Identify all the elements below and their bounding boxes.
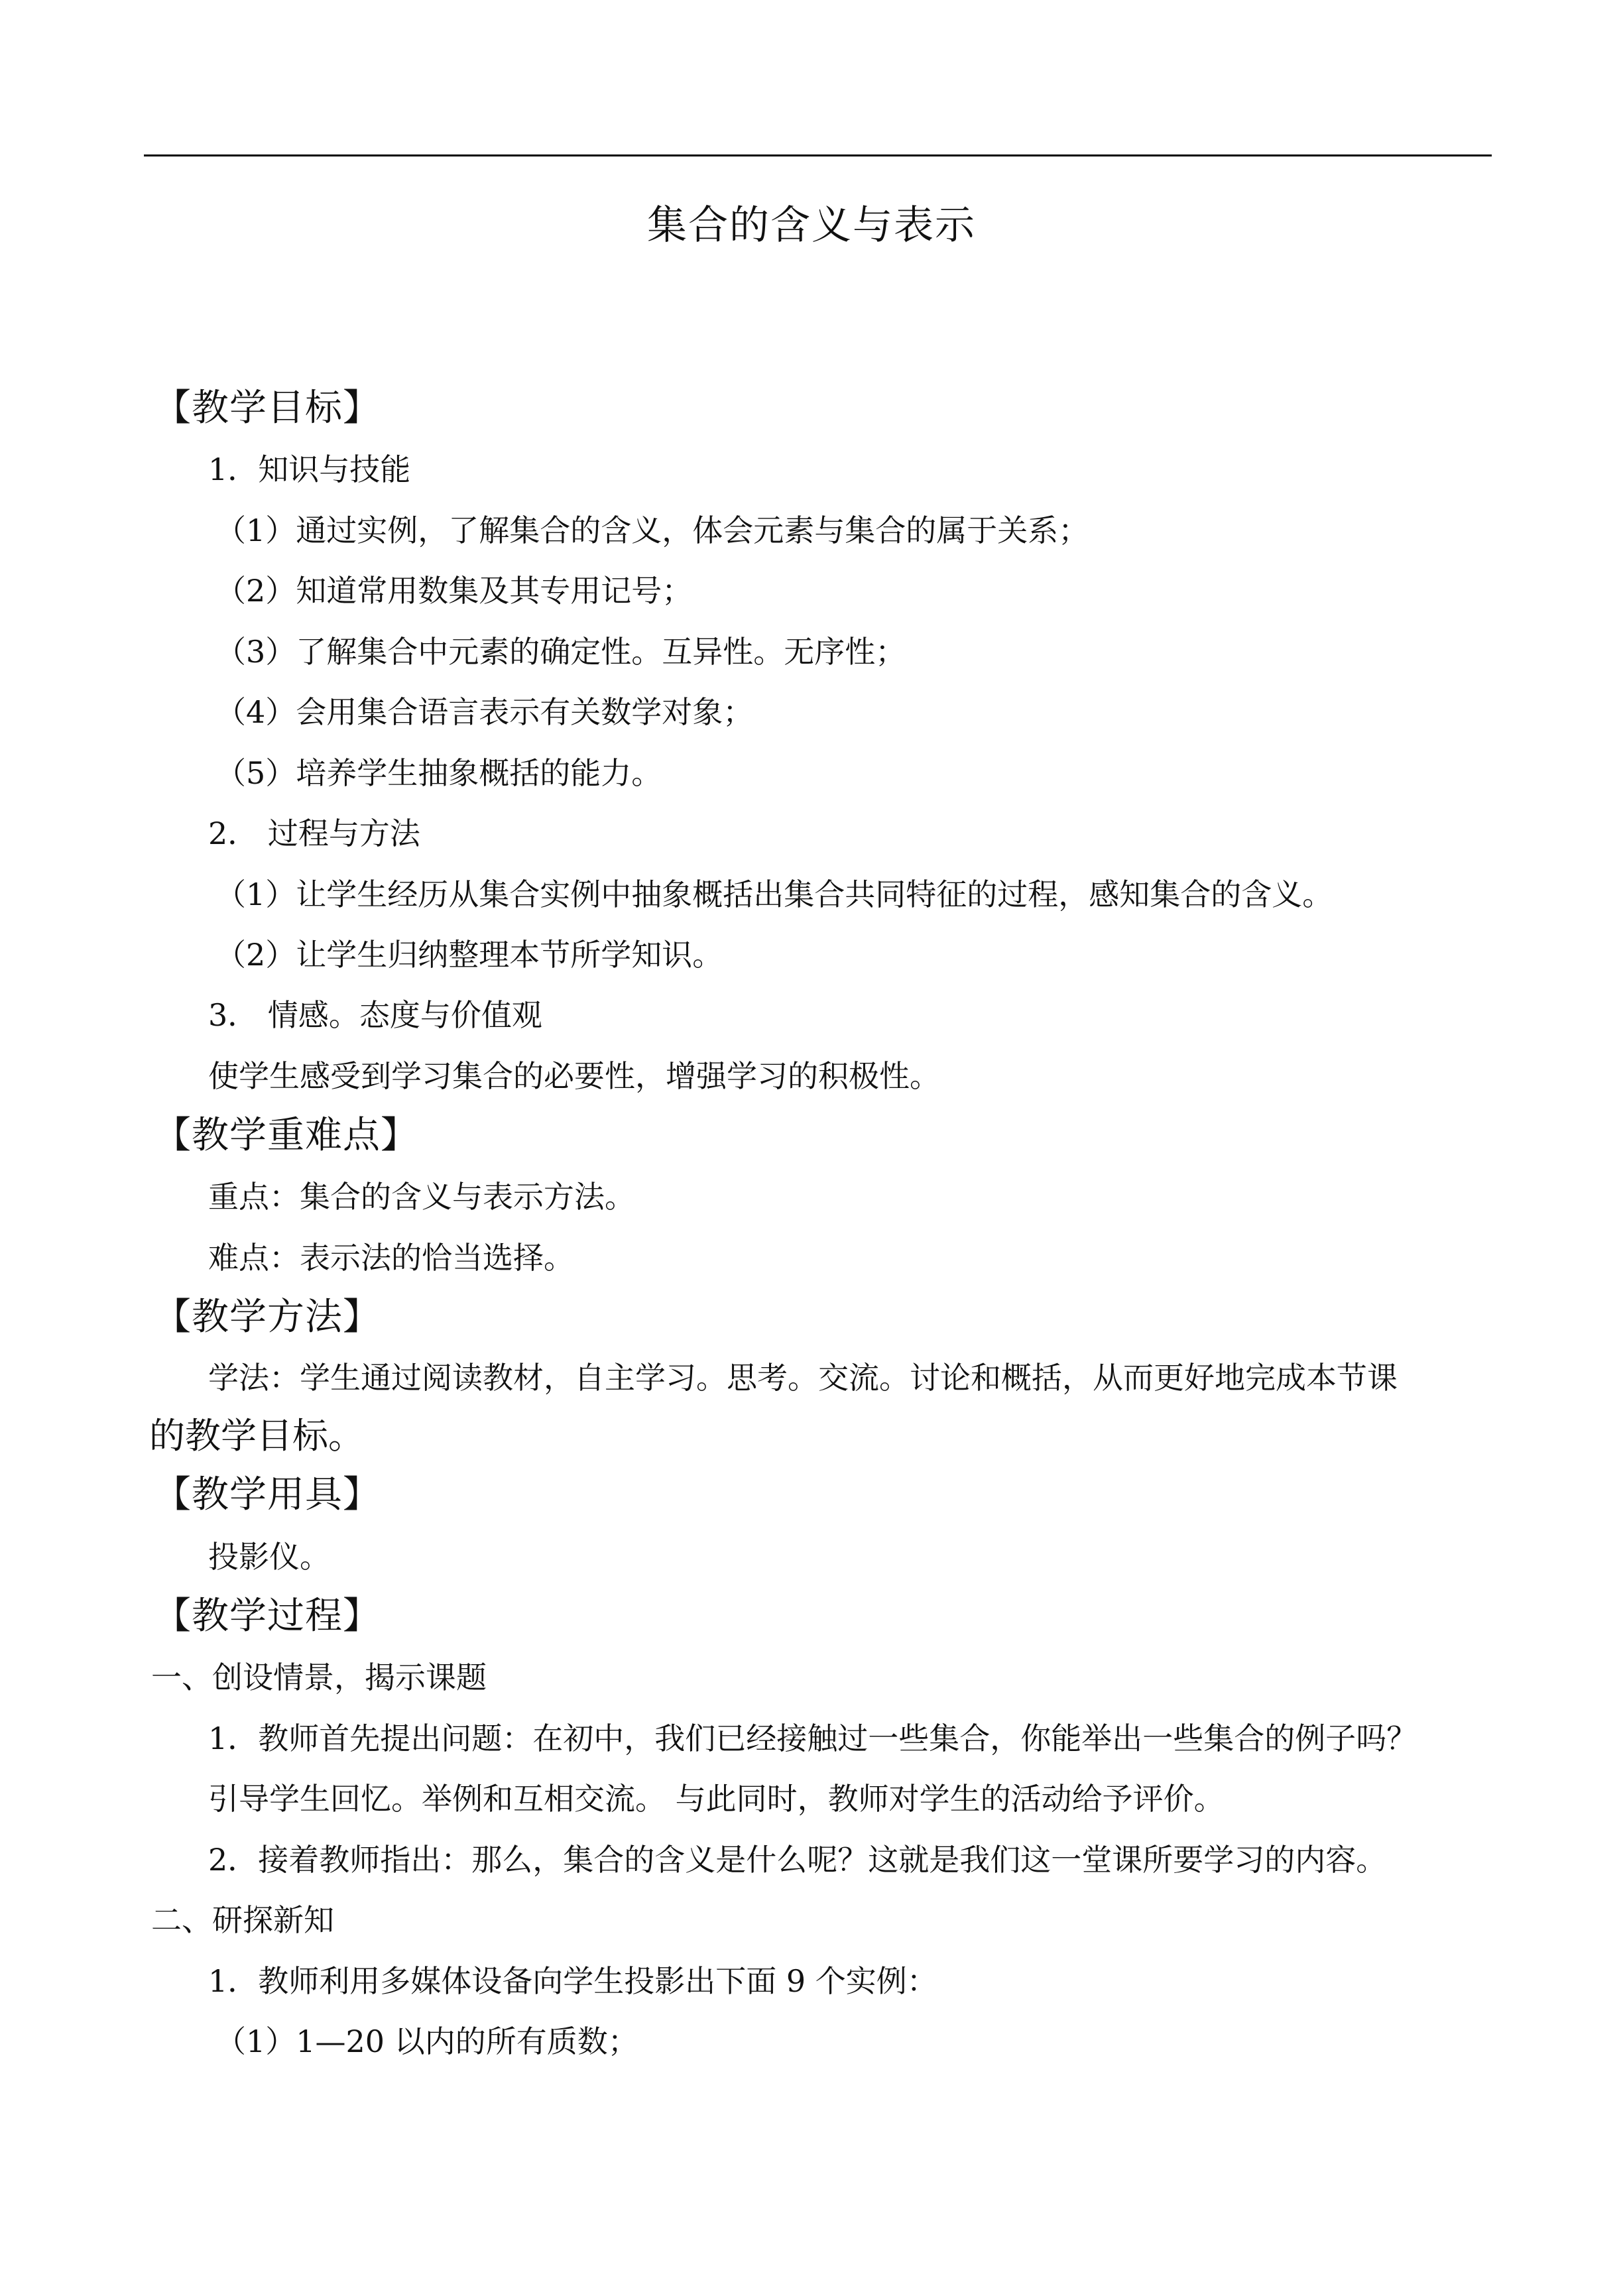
- paragraph: 引导学生回忆。举例和互相交流。 与此同时，教师对学生的活动给予评价。: [208, 1781, 1225, 1817]
- part-title-2: 二、研探新知: [151, 1902, 334, 1938]
- list-item: （1）通过实例，了解集合的含义，体会元素与集合的属于关系；: [215, 513, 1089, 548]
- header-rule: [144, 154, 1492, 156]
- list-item: （3）了解集合中元素的确定性。互异性。无序性；: [215, 634, 906, 670]
- list-item: （5）培养学生抽象概括的能力。: [215, 755, 662, 791]
- subheading-process-method: 2． 过程与方法: [208, 816, 420, 851]
- subheading-knowledge-skills: 1．知识与技能: [208, 452, 411, 487]
- list-item: （1）1—20 以内的所有质数；: [215, 2024, 638, 2059]
- paragraph: 投影仪。: [208, 1539, 330, 1575]
- section-heading-methods: 【教学方法】: [154, 1296, 381, 1339]
- paragraph: 使学生感受到学习集合的必要性，增强学习的积极性。: [208, 1058, 940, 1094]
- paragraph-difficulty: 难点：表示法的恰当选择。: [208, 1240, 574, 1276]
- section-heading-objectives: 【教学目标】: [154, 387, 381, 430]
- paragraph: 1．教师首先提出问题：在初中，我们已经接触过一些集合，你能举出一些集合的例子吗？: [208, 1721, 1417, 1756]
- paragraph: 的教学目标。: [149, 1415, 364, 1457]
- list-item: （2）让学生归纳整理本节所学知识。: [215, 937, 723, 973]
- section-heading-process: 【教学过程】: [154, 1595, 381, 1638]
- paragraph-focus: 重点：集合的含义与表示方法。: [208, 1179, 635, 1215]
- paragraph: 1．教师利用多媒体设备向学生投影出下面 9 个实例：: [208, 1963, 937, 1999]
- subheading-emotion-values: 3． 情感。态度与价值观: [208, 997, 542, 1033]
- list-item: （1）让学生经历从集合实例中抽象概括出集合共同特征的过程，感知集合的含义。: [215, 876, 1333, 912]
- paragraph: 学法：学生通过阅读教材，自主学习。思考。交流。讨论和概括，从而更好地完成本节课: [208, 1360, 1398, 1396]
- section-heading-key-points: 【教学重难点】: [154, 1114, 418, 1157]
- list-item: （4）会用集合语言表示有关数学对象；: [215, 694, 754, 730]
- paragraph: 2．接着教师指出：那么，集合的含义是什么呢？这就是我们这一堂课所要学习的内容。: [208, 1842, 1387, 1878]
- part-title-1: 一、创设情景，揭示课题: [151, 1660, 487, 1695]
- list-item: （2）知道常用数集及其专用记号；: [215, 573, 693, 609]
- document-title: 集合的含义与表示: [647, 202, 976, 249]
- section-heading-tools: 【教学用具】: [154, 1473, 381, 1516]
